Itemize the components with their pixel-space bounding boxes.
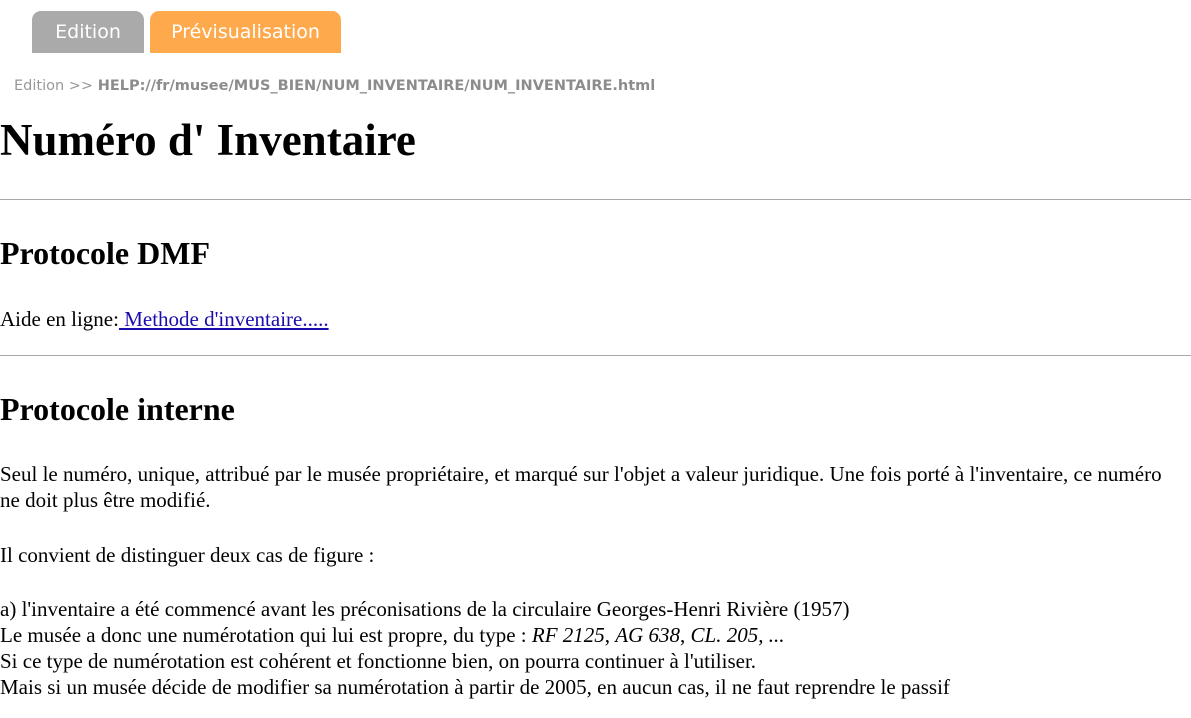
page-title: Numéro d' Inventaire xyxy=(0,115,416,165)
example-separator-2: , xyxy=(680,623,691,647)
coherent-numbering-line: Si ce type de numérotation est cohérent et fonctionne bien, on pourra continuer à l'utiliser. xyxy=(0,649,757,673)
example-rf: RF 2125 xyxy=(531,623,605,647)
breadcrumb-path: HELP://fr/musee/MUS_BIEN/NUM_INVENTAIRE/NUM_INVENTAIRE.html xyxy=(97,78,656,94)
paragraph-two-cases: Il convient de distinguer deux cas de figure : xyxy=(0,543,375,567)
case-a-line: a) l'inventaire a été commencé avant les préconisations de la circulaire Georges-Henri Rivière (1957) xyxy=(0,597,850,621)
tab-bar xyxy=(32,11,341,53)
divider-1 xyxy=(0,199,1191,200)
online-help-line xyxy=(0,306,1185,332)
section-heading-internal: Protocole interne xyxy=(0,391,235,427)
example-ag: AG 638 xyxy=(615,623,681,647)
example-separator-1: , xyxy=(604,623,616,647)
numbering-example-line xyxy=(0,622,1185,648)
paragraph-legal-number: Seul le numéro, unique, attribué par le musée propriétaire, et marqué sur l'objet a valeur juridique. Une fois porté à l'inventaire, ce numéro ne doit plus être modifié. xyxy=(0,462,1162,512)
numbering-example-prefix: Le musée a donc une numérotation qui lui est propre, du type : xyxy=(0,623,532,647)
inventory-method-link[interactable]: Methode d'inventaire..... xyxy=(118,307,329,331)
tab-edition[interactable]: Edition xyxy=(32,11,144,53)
tab-preview[interactable]: Prévisualisation xyxy=(150,11,341,53)
case-a-block xyxy=(0,596,1185,700)
modification-warning-line: Mais si un musée décide de modifier sa numérotation à partir de 2005, en aucun cas, il ne faut reprendre le passif xyxy=(0,675,950,699)
online-help-label: Aide en ligne: xyxy=(0,307,119,331)
section-heading-dmf: Protocole DMF xyxy=(0,235,210,271)
divider-2 xyxy=(0,355,1191,356)
example-cl: CL. 205, ... xyxy=(690,623,785,647)
breadcrumb-prefix: Edition >> xyxy=(14,78,98,94)
breadcrumb xyxy=(14,78,655,94)
